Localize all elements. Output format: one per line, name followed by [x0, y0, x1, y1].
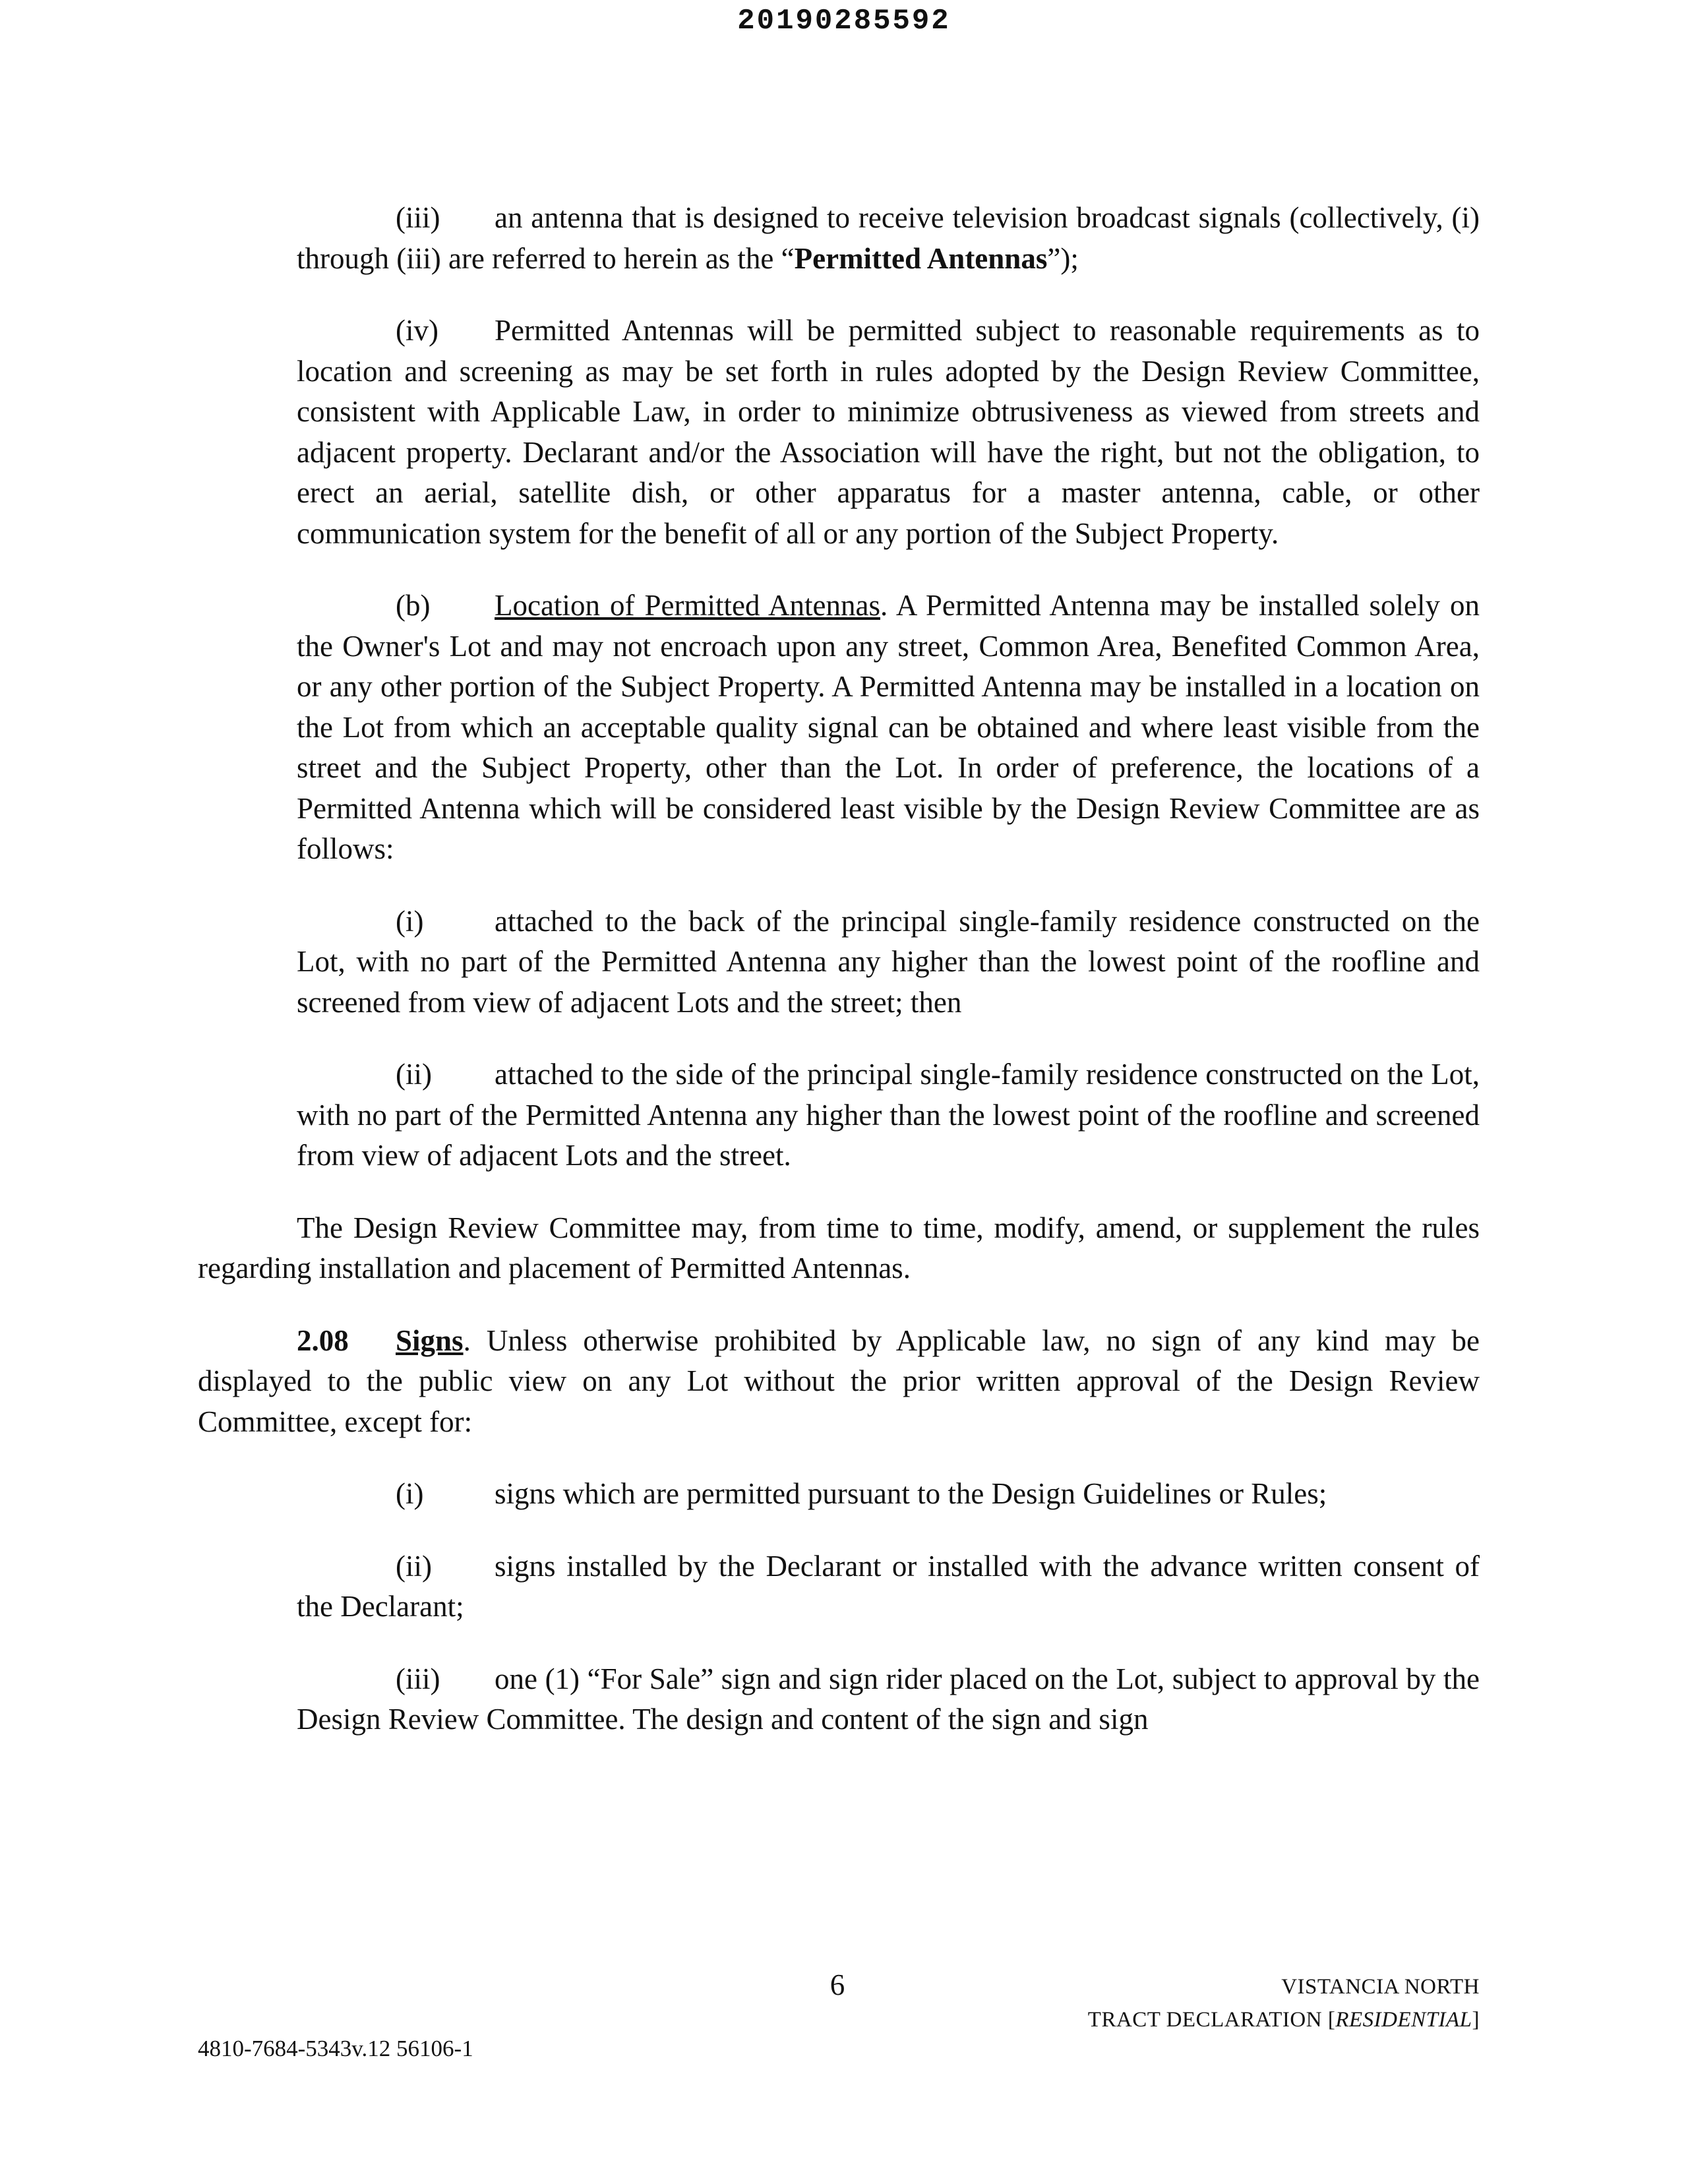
section-number: 2.08 [297, 1323, 349, 1357]
paragraph-text: signs installed by the Declarant or installed with the advance written consent of the Declarant; [297, 1549, 1480, 1623]
paragraph-text-end: ”); [1047, 241, 1079, 275]
section-heading: Signs [396, 1323, 464, 1357]
paragraph-number: (ii) [396, 1549, 432, 1583]
paragraph-number: (iii) [396, 201, 440, 234]
paragraph-signs-ii [297, 1546, 1480, 1627]
footer-title-text: TRACT DECLARATION [ [1087, 2008, 1336, 2032]
paragraph-text: an antenna that is designed to receive television broadcast signals (collectively, (i) through (iii) are referred to herein as the “ [297, 201, 1480, 275]
paragraph-number: (i) [396, 904, 424, 938]
footer-title-line2 [1088, 2003, 1480, 2036]
paragraph-number: (i) [396, 1477, 424, 1510]
paragraph-i-back [297, 901, 1480, 1023]
paragraph-iv-permitted [297, 311, 1480, 554]
page-number: 6 [829, 1968, 845, 2001]
paragraph-number: (iii) [396, 1662, 440, 1695]
footer-document-id: 4810-7684-5343v.12 56106-1 [198, 2036, 473, 2061]
paragraph-number: (ii) [396, 1058, 432, 1091]
paragraph-iii-antenna [297, 198, 1480, 279]
paragraph-2-08-signs [198, 1321, 1480, 1443]
paragraph-text: signs which are permitted pursuant to the Design Guidelines or Rules; [495, 1477, 1327, 1510]
paragraph-text: one (1) “For Sale” sign and sign rider placed on the Lot, subject to approval by the Design Review Committee. The design and content of the sign and sign [297, 1662, 1480, 1736]
paragraph-text: Permitted Antennas will be permitted subject to reasonable requirements as to location and screening as may be set forth in rules adopted by the Design Review Committee, consistent with Applicable Law, in order to minimize obtrusiveness as viewed from streets and adjacent property. Declarant and/or the Association will have the right, but not the obligation, to erect an aerial, satellite dish, or other apparatus for a master antenna, cable, or other communication system for the benefit of all or any portion of the Subject Property. [297, 314, 1480, 550]
paragraph-text: attached to the side of the principal single-family residence constructed on the Lot, with no part of the Permitted Antenna any higher than the lowest point of the roofline and screened from view of adjacent Lots and the street. [297, 1058, 1480, 1172]
paragraph-ii-side [297, 1054, 1480, 1176]
paragraph-text: The Design Review Committee may, from time to time, modify, amend, or supplement the rules regarding installation and placement of Permitted Antennas. [198, 1211, 1480, 1285]
defined-term: Permitted Antennas [794, 241, 1048, 275]
document-body [198, 198, 1480, 1740]
footer-document-title [1088, 1970, 1480, 2036]
paragraph-number: (iv) [396, 314, 438, 347]
footer-title-line1: VISTANCIA NORTH [1281, 1975, 1480, 1999]
paragraph-text: attached to the back of the principal single-family residence constructed on the Lot, with no part of the Permitted Antenna any higher than the lowest point of the roofline and screened from view of adjacent Lots and the street; then [297, 904, 1480, 1019]
paragraph-design-review [198, 1208, 1480, 1289]
paragraph-signs-i [297, 1474, 1480, 1515]
footer-title-italic: RESIDENTIAL [1335, 2008, 1472, 2032]
section-heading: Location of Permitted Antennas [495, 589, 881, 622]
paragraph-text: . Unless otherwise prohibited by Applicable law, no sign of any kind may be displayed to the public view on any Lot without the prior written approval of the Design Review Committee, except for: [198, 1323, 1480, 1438]
document-number: 20190285592 [737, 5, 951, 38]
paragraph-b-location [297, 586, 1480, 870]
footer-title-bracket: ] [1472, 2008, 1480, 2032]
paragraph-text: . A Permitted Antenna may be installed solely on the Owner's Lot and may not encroach upon any street, Common Area, Benefited Common Area, or any other portion of the Subject Property. A Permitted Antenna may be installed in a location on the Lot from which an acceptable quality signal can be obtained and where least visible from the street and the Subject Property, other than the Lot. In order of preference, the locations of a Permitted Antenna which will be considered least visible by the Design Review Committee are as follows: [297, 589, 1480, 865]
paragraph-signs-iii [297, 1659, 1480, 1740]
paragraph-number: (b) [396, 589, 431, 622]
